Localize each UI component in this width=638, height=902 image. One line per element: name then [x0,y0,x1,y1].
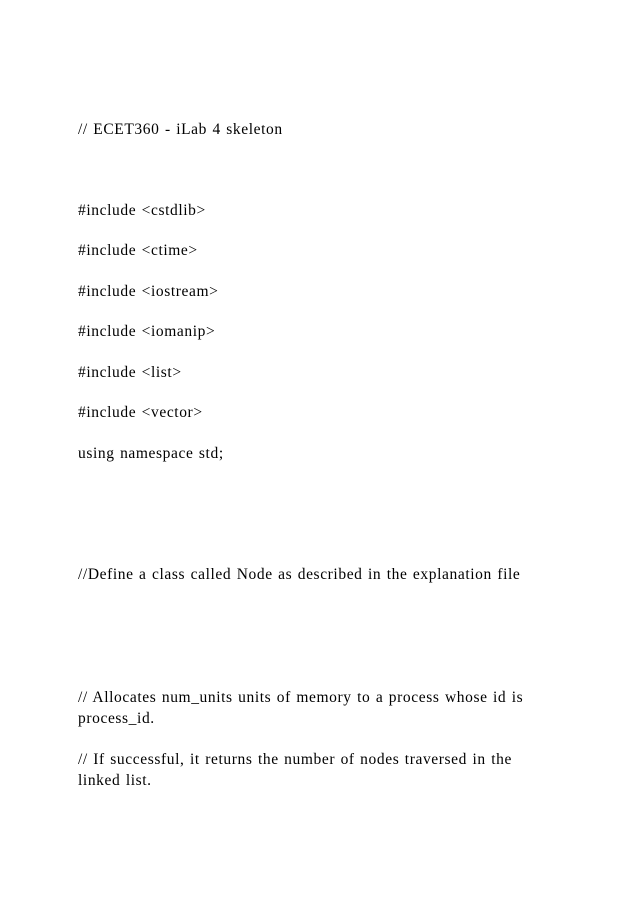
return-comment-line-2: linked list. [78,772,152,789]
using-namespace: using namespace std; [78,445,224,462]
node-class-comment: //Define a class called Node as described in the explanation file [78,566,521,583]
allocate-comment-line-1: // Allocates num_units units of memory to a process whose id is [78,689,524,706]
include-list: #include <list> [78,364,182,381]
include-iomanip: #include <iomanip> [78,323,216,340]
include-vector: #include <vector> [78,404,203,421]
header-comment: // ECET360 - iLab 4 skeleton [78,121,283,138]
include-cstdlib: #include <cstdlib> [78,202,206,219]
include-ctime: #include <ctime> [78,242,198,259]
allocate-comment-line-2: process_id. [78,710,155,727]
return-comment-line-1: // If successful, it returns the number of nodes traversed in the [78,751,512,768]
include-iostream: #include <iostream> [78,283,219,300]
